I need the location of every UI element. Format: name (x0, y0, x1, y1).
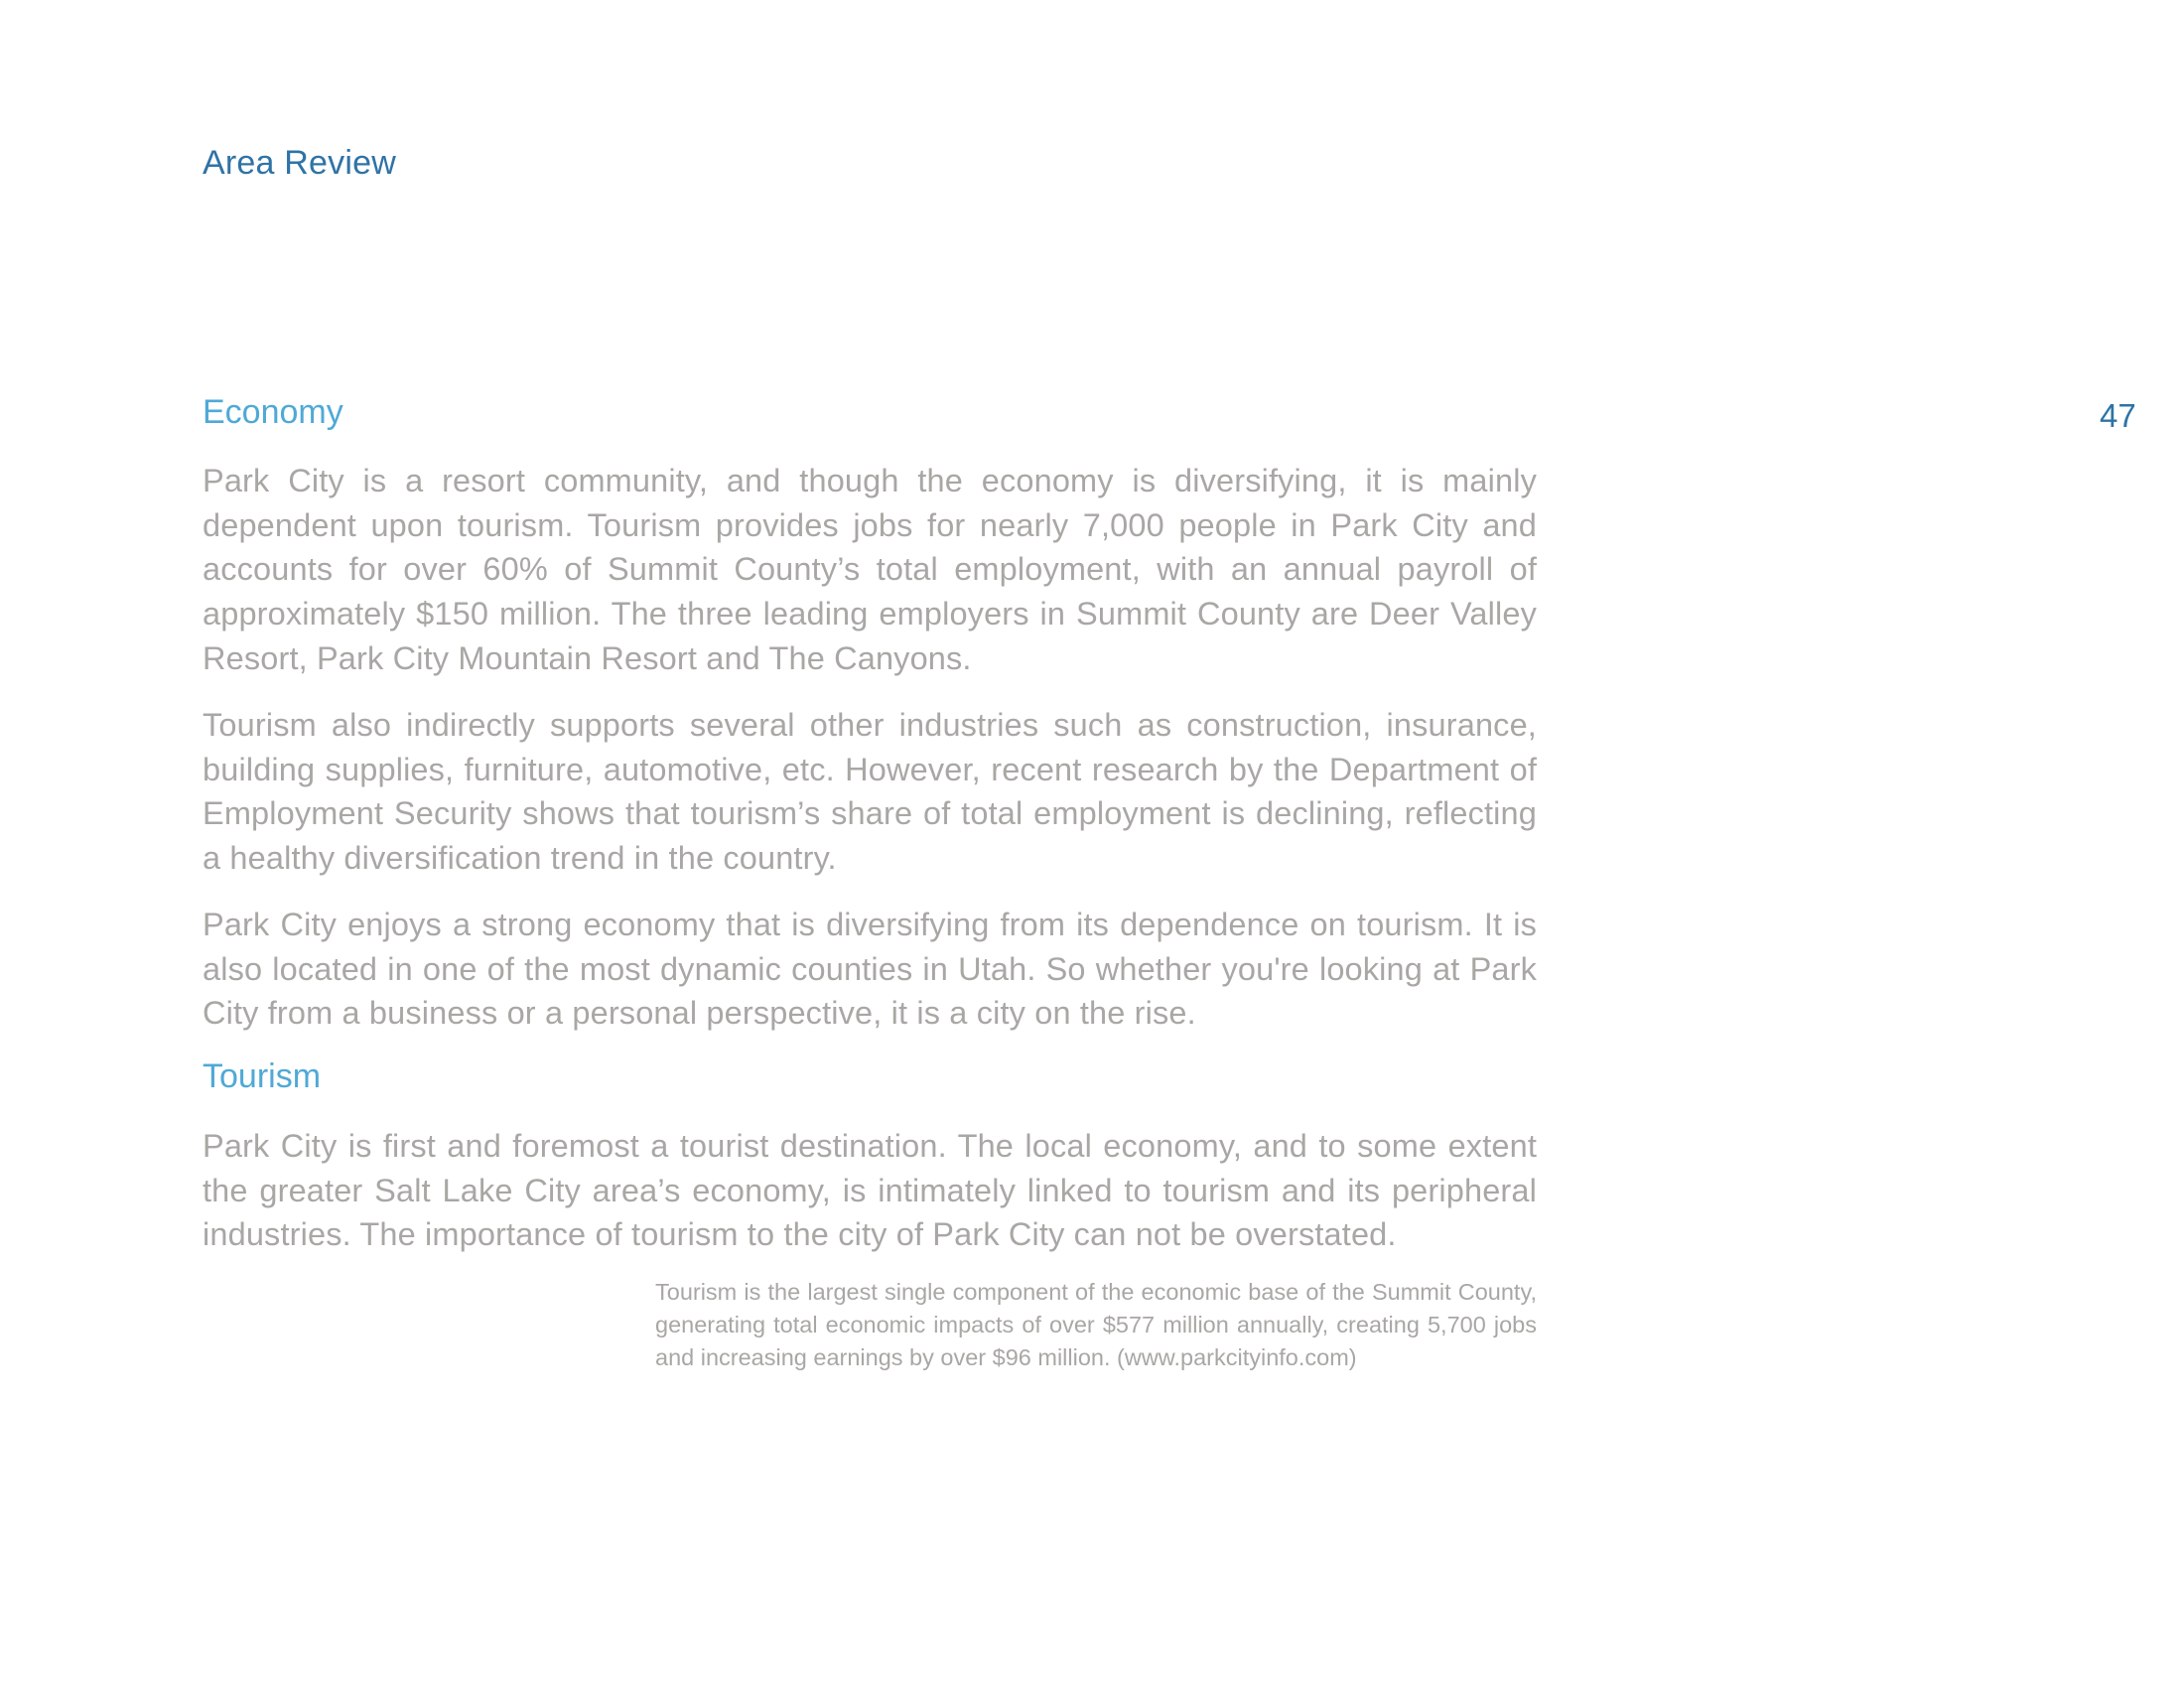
tourism-paragraph: Park City is first and foremost a tourist destination. The local economy, and to some extent the greater Salt Lake City area’s economy, is intimately linked to tourism and its peripheral industries. The importance of tourism to the city of Park City can not be overstated. (203, 1128, 1537, 1253)
economy-paragraph: Park City enjoys a strong economy that is diversifying from its dependence on tourism. It is also located in one of the most dynamic counties in Utah. So whether you're looking at Park City from a business or a personal perspective, it is a city on the rise. (203, 907, 1537, 1032)
economy-paragraph: Park City is a resort community, and though the economy is diversifying, it is mainly dependent upon tourism. Tourism provides jobs for nearly 7,000 people in Park City and accounts for over 60% of Summit County’s total employment, with an annual payroll of approximately $150 million. The three leading employers in Summit County are Deer Valley Resort, Park City Mountain Resort and The Canyons. (203, 463, 1537, 676)
running-header: Area Review (203, 144, 396, 182)
economy-paragraph: Tourism also indirectly supports several other industries such as construction, insurance, building supplies, furniture, automotive, etc. However, recent research by the Department of Employment Security shows that tourism’s share of total employment is declining, reflecting a healthy diversification trend in the country. (203, 707, 1537, 877)
section-heading-economy: Economy (203, 393, 343, 431)
tourism-sidenote: Tourism is the largest single component of the economic base of the Summit County, generating total economic impacts of over $577 million annually, creating 5,700 jobs and increasing earnings by over $96 million. (www.parkcityinfo.com) (655, 1279, 1537, 1370)
section-heading-tourism: Tourism (203, 1057, 322, 1095)
page-number: 47 (2100, 397, 2136, 434)
